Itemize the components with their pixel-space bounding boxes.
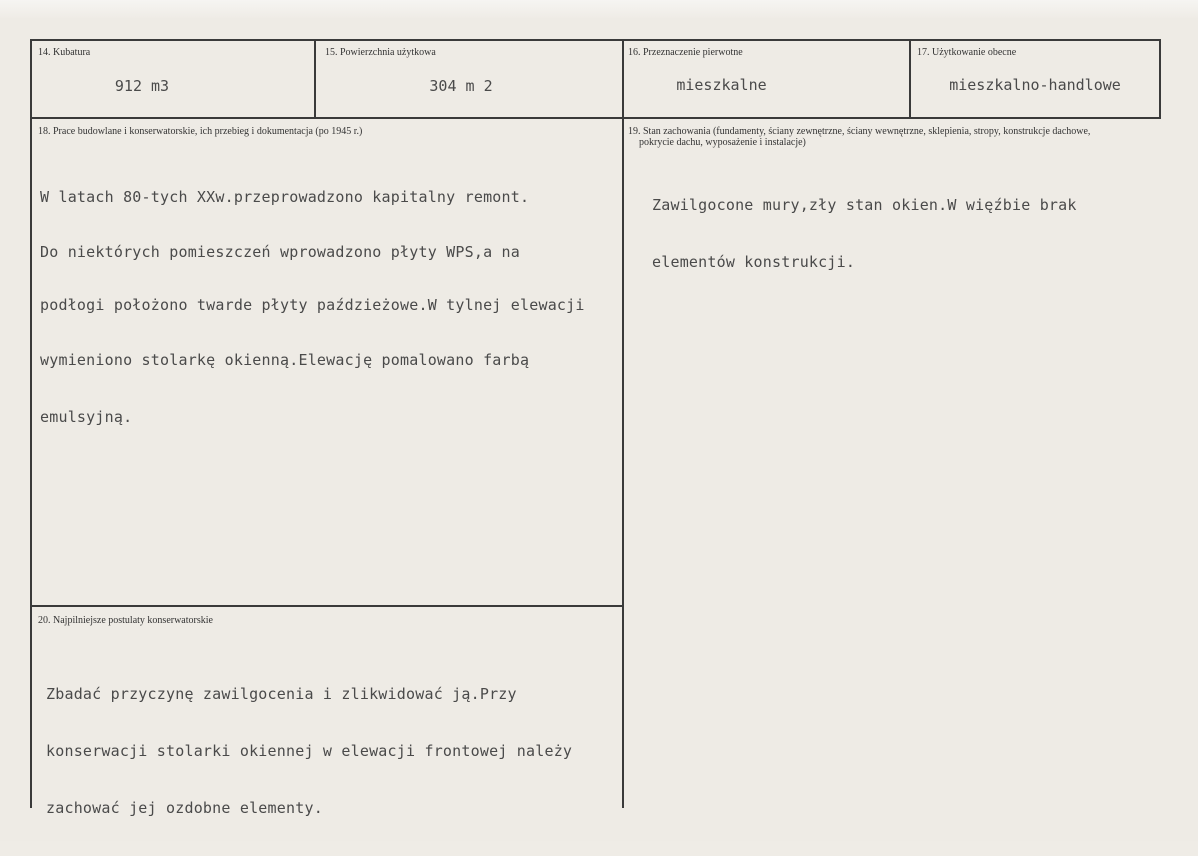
field-16-value: mieszkalne bbox=[676, 76, 767, 94]
card-top-edge bbox=[0, 0, 1198, 18]
field-14-value: 912 m3 bbox=[114, 77, 170, 95]
field-20-line: Zbadać przyczynę zawilgocenia i zlikwidować ją.Przy bbox=[46, 685, 517, 703]
field-19-label-line1: 19. Stan zachowania (fundamenty, ściany zewnętrzne, ściany wewnętrzne, sklepienia, stropy, konstrukcje dachowe, bbox=[628, 126, 1091, 137]
field-18-line: W latach 80-tych XXw.przeprowadzono kapitalny remont. bbox=[40, 188, 530, 206]
field-18-label: 18. Prace budowlane i konserwatorskie, ich przebieg i dokumentacja (po 1945 r.) bbox=[38, 126, 363, 137]
field-20-label: 20. Najpilniejsze postulaty konserwatorskie bbox=[38, 615, 213, 626]
field-17-label: 17. Użytkowanie obecne bbox=[917, 47, 1017, 58]
left-rule-lower bbox=[30, 117, 32, 808]
field-18-line: emulsyjną. bbox=[40, 408, 133, 426]
field-18-text bbox=[40, 150, 585, 465]
field-19-label-line2: pokrycie dachu, wyposażenie i instalacje) bbox=[639, 137, 806, 148]
field-19-line: elementów konstrukcji. bbox=[652, 253, 856, 271]
right-rule bbox=[1159, 39, 1161, 119]
row1-bottom-rule bbox=[30, 117, 1161, 119]
field-19-line: Zawilgocone mury,zły stan okien.W więźbie brak bbox=[652, 196, 1077, 214]
field-15-value: 304 m 2 bbox=[429, 77, 493, 95]
top-rule bbox=[30, 39, 1161, 41]
field-20-line: konserwacji stolarki okiennej w elewacji frontowej należy bbox=[46, 742, 573, 760]
field-16-label: 16. Przeznaczenie pierwotne bbox=[628, 47, 743, 58]
field-20-text bbox=[46, 647, 572, 856]
field-20-line: zachować jej ozdobne elementy. bbox=[46, 799, 323, 817]
field-18-line: wymieniono stolarkę okienną.Elewację pomalowano farbą bbox=[40, 351, 530, 369]
section-20-top-rule bbox=[30, 605, 624, 607]
field-19-text bbox=[652, 158, 1077, 310]
field-15-label: 15. Powierzchnia użytkowa bbox=[325, 47, 436, 58]
field-17-value: mieszkalno-handlowe bbox=[949, 76, 1121, 94]
divider-15-16 bbox=[622, 39, 624, 808]
field-14-label: 14. Kubatura bbox=[38, 47, 91, 58]
field-18-line: Do niektórych pomieszczeń wprowadzono płyty WPS,a na bbox=[40, 243, 520, 261]
field-18-line: podłogi położono twarde płyty paździeżowe.W tylnej elewacji bbox=[40, 296, 585, 314]
